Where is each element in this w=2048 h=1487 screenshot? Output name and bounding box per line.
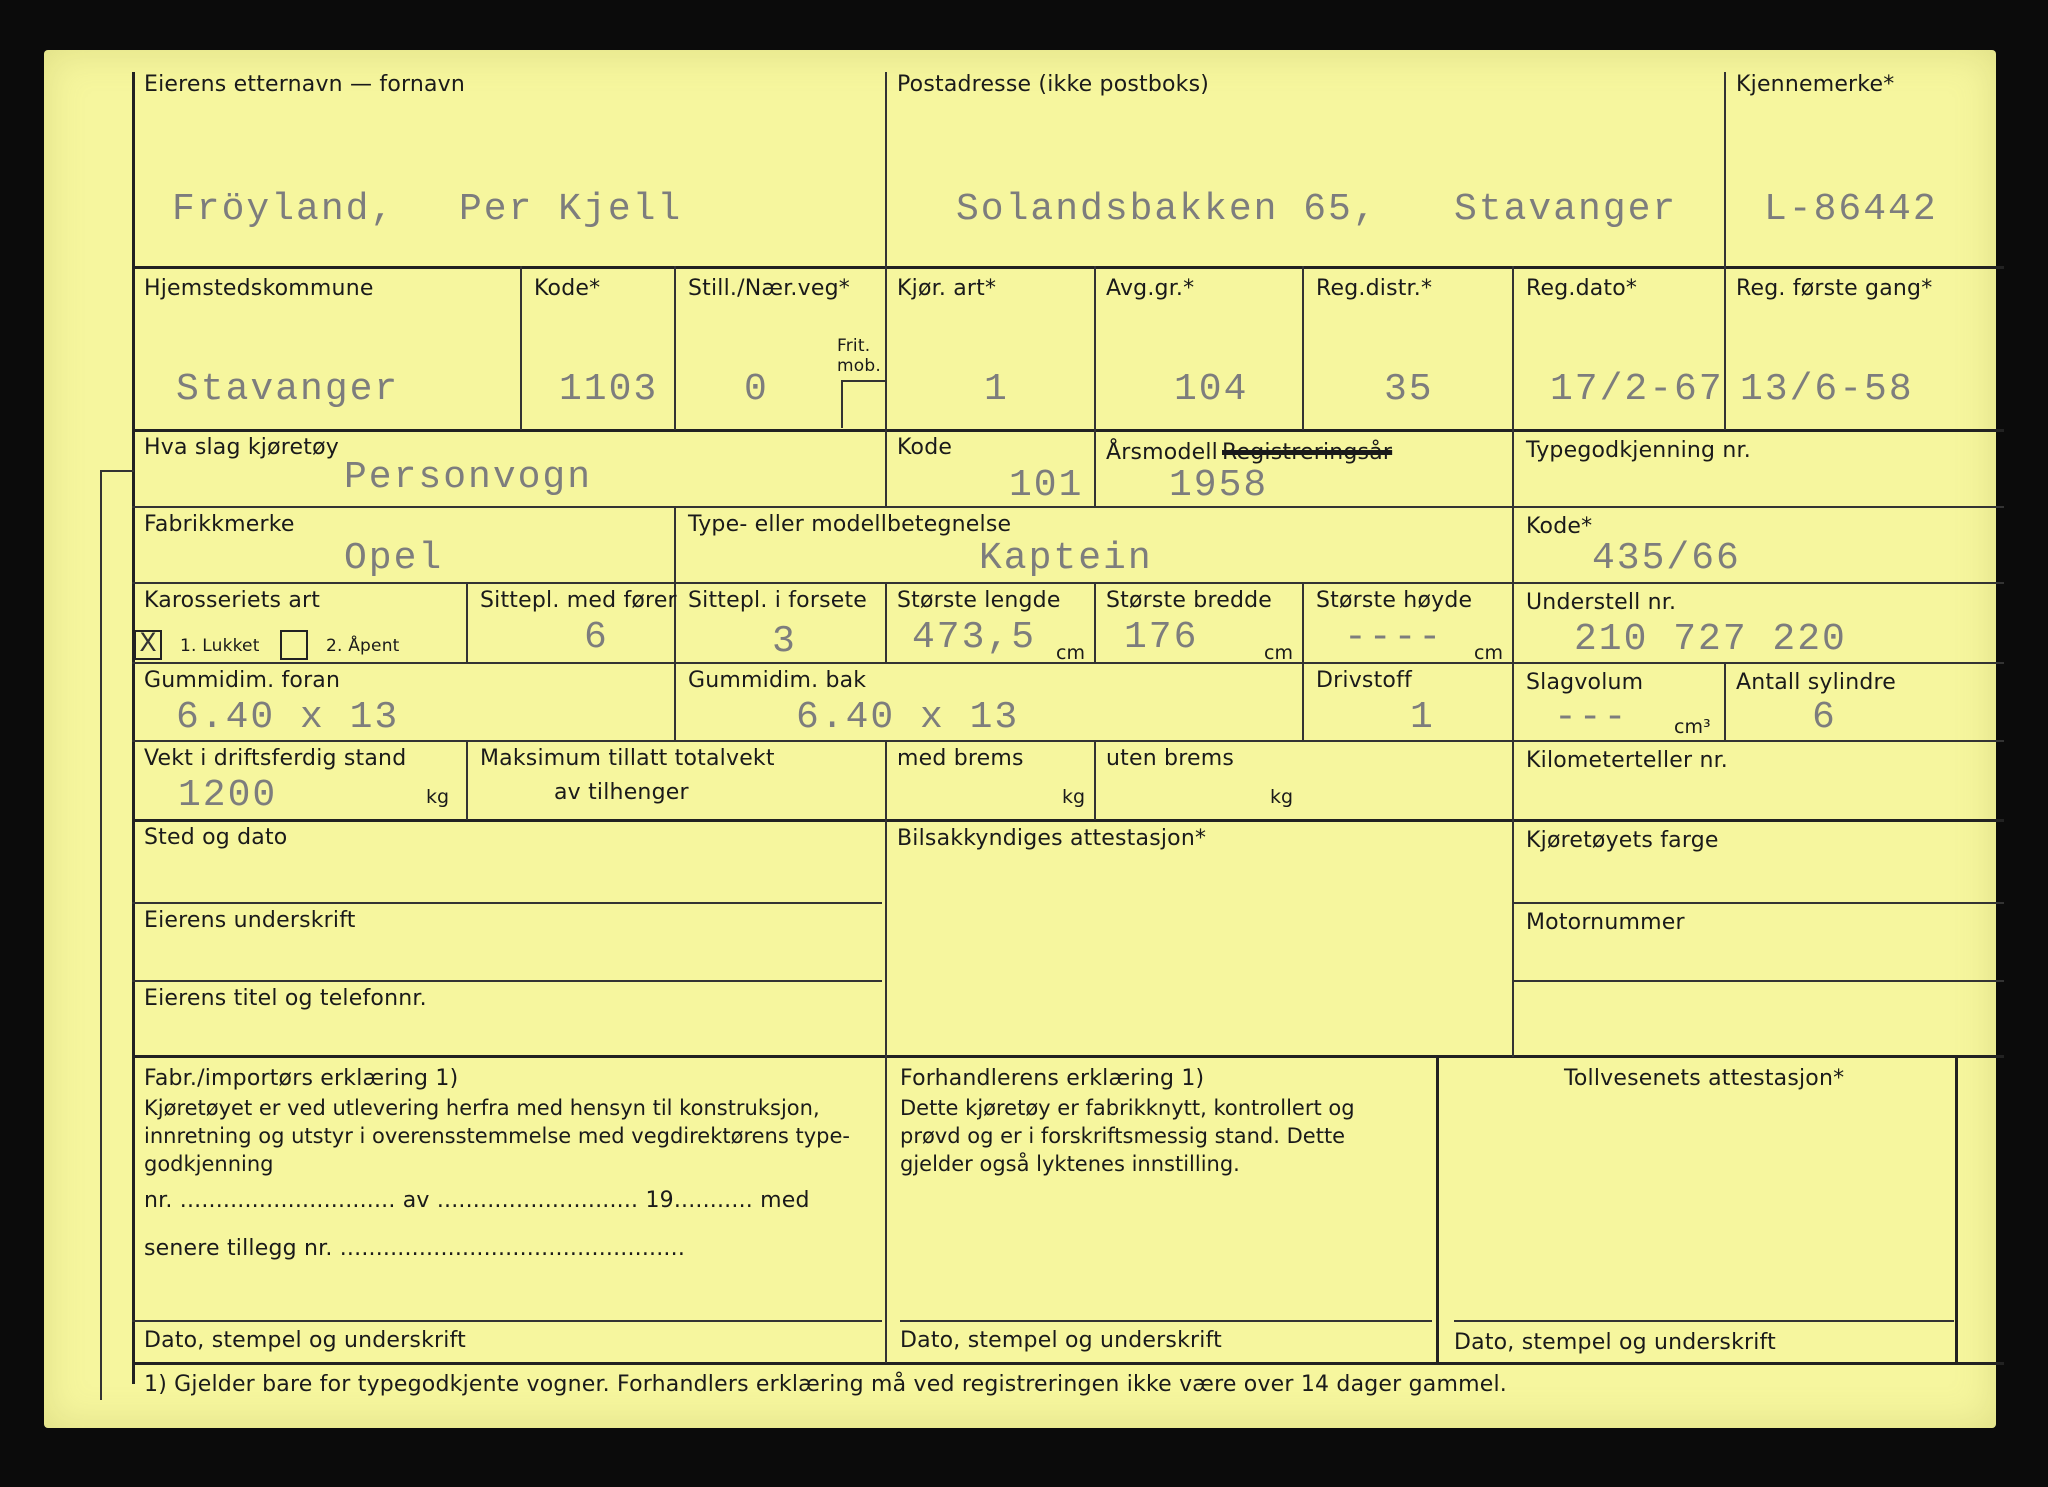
tire-front-value: 6.40 x 13: [176, 696, 400, 739]
code-label: Kode*: [534, 276, 601, 301]
owner-label: Eierens etternavn — fornavn: [144, 72, 466, 97]
kind-label: Hva slag kjøretøy: [144, 435, 339, 460]
municipality-value: Stavanger: [176, 368, 400, 411]
closed-label: 1. Lukket: [180, 636, 260, 656]
col-line: [1302, 582, 1304, 740]
still-value: 0: [744, 368, 769, 411]
address-street: Solandsbakken 65,: [956, 188, 1378, 231]
tire-rear-label: Gummidim. bak: [688, 668, 867, 693]
col-line: [1724, 72, 1726, 268]
inspector-label: Bilsakkyndiges attestasjon*: [897, 826, 1207, 851]
col-line: [885, 429, 887, 506]
trailer-label: av tilhenger: [554, 780, 689, 805]
plate-label: Kjennemerke*: [1736, 72, 1895, 97]
place-date-label: Sted og dato: [144, 825, 288, 850]
use-value: 1: [984, 368, 1009, 411]
body-label: Karosseriets art: [144, 588, 321, 613]
displacement-label: Slagvolum: [1526, 670, 1644, 695]
open-checkbox[interactable]: [280, 630, 308, 660]
mob-box-line-top: [841, 380, 885, 382]
row-divider-4: [132, 582, 2004, 584]
row-divider-9b: [1514, 980, 2004, 982]
make-label: Fabrikkmerke: [144, 512, 295, 537]
length-unit: cm: [1056, 642, 1085, 664]
col-line: [1724, 662, 1726, 740]
col-line: [1512, 266, 1514, 430]
regdate-value: 17/2-67: [1550, 368, 1724, 411]
width-value: 176: [1124, 616, 1199, 659]
brake-label: med brems: [897, 746, 1024, 771]
cylinders-value: 6: [1812, 696, 1837, 739]
regdate-label: Reg.dato*: [1526, 276, 1638, 301]
owner-last-name: Fröyland,: [172, 188, 396, 231]
owner-title-label: Eierens titel og telefonnr.: [144, 986, 427, 1011]
municipality-label: Hjemstedskommune: [144, 276, 374, 301]
model-value: Kaptein: [979, 537, 1153, 580]
customs-title: Tollvesenets attestasjon*: [1564, 1066, 1845, 1091]
tire-rear-value: 6.40 x 13: [796, 696, 1020, 739]
col-line: [1955, 1055, 1958, 1363]
row-divider-9a: [132, 980, 882, 982]
row-divider-3a: [132, 506, 1552, 508]
col-line: [466, 740, 468, 820]
row-divider-3b: [1514, 506, 2004, 508]
firstreg-value: 13/6-58: [1740, 368, 1914, 411]
firstreg-label: Reg. første gang*: [1736, 276, 1933, 301]
weight-label: Vekt i driftsferdig stand: [144, 746, 407, 771]
front-seats-label: Sittepl. i forsete: [688, 588, 868, 613]
owner-signature-label: Eierens underskrift: [144, 908, 356, 933]
height-value: ----: [1344, 616, 1444, 659]
fuel-label: Drivstoff: [1316, 668, 1412, 693]
col-line: [520, 266, 522, 430]
col-line: [1094, 740, 1096, 820]
engine-label: Motornummer: [1526, 910, 1685, 935]
row-divider-10: [132, 1055, 2004, 1058]
width-unit: cm: [1264, 642, 1293, 664]
mob-label: mob.: [837, 356, 881, 376]
code2-label: Kode*: [1526, 514, 1593, 539]
address-city: Stavanger: [1454, 188, 1678, 231]
col-line: [674, 506, 676, 741]
kind-code-value: 101: [1009, 464, 1084, 507]
plate-value: L-86442: [1764, 188, 1938, 231]
code2-value: 435/66: [1592, 537, 1741, 580]
col-line: [885, 582, 887, 662]
seats-value: 6: [584, 616, 609, 659]
district-value: 35: [1384, 368, 1434, 411]
row-divider-8b: [1514, 902, 2004, 904]
height-label: Største høyde: [1316, 588, 1473, 613]
still-label: Still./Nær.veg*: [688, 276, 850, 301]
year-label: Årsmodell: [1106, 440, 1218, 465]
tax-value: 104: [1174, 368, 1249, 411]
col-line: [1094, 582, 1096, 662]
col-line: [1724, 266, 1726, 430]
nobrake-label: uten brems: [1106, 746, 1234, 771]
frit-label: Frit.: [837, 336, 871, 356]
col-line: [885, 266, 887, 430]
kind-value: Personvogn: [344, 456, 593, 499]
row-divider-6: [132, 740, 2004, 742]
make-value: Opel: [344, 537, 444, 580]
mob-box-line: [841, 380, 843, 428]
use-label: Kjør. art*: [897, 276, 997, 301]
dealer-title: Forhandlerens erklæring 1): [900, 1066, 1205, 1091]
year-struck-label: Registreringsår: [1222, 440, 1393, 465]
left-guide-tick: [100, 470, 134, 472]
address-label: Postadresse (ikke postboks): [897, 72, 1210, 97]
nr-line: nr. .............................. av ............................ 19........... med: [144, 1188, 810, 1213]
row-divider-7: [132, 819, 2004, 822]
bottom-border: [132, 1362, 2004, 1365]
weight-value: 1200: [178, 774, 278, 817]
typeapproval-label: Typegodkjenning nr.: [1526, 438, 1751, 463]
col-line: [885, 740, 887, 820]
length-label: Største lengde: [897, 588, 1061, 613]
nobrake-unit: kg: [1270, 786, 1294, 808]
col-line: [1094, 429, 1096, 506]
district-label: Reg.distr.*: [1316, 276, 1433, 301]
width-label: Største bredde: [1106, 588, 1273, 613]
displacement-value: ---: [1554, 696, 1629, 739]
col-line: [674, 266, 676, 430]
code-value: 1103: [559, 368, 659, 411]
col-line: [1094, 266, 1096, 430]
displacement-unit: cm³: [1674, 716, 1711, 738]
chassis-value: 210 727 220: [1574, 618, 1847, 661]
stamp-line-1: [132, 1320, 882, 1322]
odometer-label: Kilometerteller nr.: [1526, 748, 1729, 773]
manufacturer-text: Kjøretøyet er ved utlevering herfra med hensyn til konstruksjon, innretning og utstyr i overensstemmelse med vegdirektørens type- godkjenning: [144, 1096, 850, 1176]
weight-unit: kg: [426, 786, 450, 808]
height-unit: cm: [1474, 642, 1503, 664]
front-seats-value: 3: [772, 620, 797, 663]
row-divider-8a: [132, 902, 882, 904]
stamp-line-2: [900, 1320, 1432, 1322]
tax-label: Avg.gr.*: [1106, 276, 1195, 301]
brake-unit: kg: [1062, 786, 1086, 808]
year-value: 1958: [1169, 464, 1269, 507]
tire-front-label: Gummidim. foran: [144, 668, 341, 693]
supplement-line: senere tillegg nr. ................................................: [144, 1236, 686, 1261]
stamp-line-3: [1454, 1320, 1954, 1322]
customs-stamp-label: Dato, stempel og underskrift: [1454, 1330, 1776, 1355]
seats-label: Sittepl. med fører: [480, 588, 677, 613]
model-label: Type- eller modellbetegnelse: [688, 512, 1012, 537]
fuel-value: 1: [1410, 696, 1435, 739]
col-line: [1302, 266, 1304, 430]
registration-card: [44, 50, 1996, 1428]
max-weight-label: Maksimum tillatt totalvekt: [480, 746, 775, 771]
col-line: [885, 1055, 887, 1363]
dealer-text: Dette kjøretøy er fabrikknytt, kontrollert og prøvd og er i forskriftsmessig stand. Dette gjelder også lyktenes innstilling.: [900, 1096, 1355, 1176]
col-line: [885, 72, 887, 268]
left-guide-line: [100, 470, 102, 1400]
closed-checkbox[interactable]: X: [134, 630, 162, 660]
owner-first-name: Per Kjell: [459, 188, 683, 231]
col-line: [885, 819, 887, 1057]
footnote: 1) Gjelder bare for typegodkjente vogner. Forhandlers erklæring må ved registreringen ikke være over 14 dager gammel.: [144, 1372, 1507, 1397]
manufacturer-title: Fabr./importørs erklæring 1): [144, 1066, 459, 1091]
col-line: [1512, 429, 1514, 1057]
col-line: [1436, 1055, 1439, 1363]
color-label: Kjøretøyets farge: [1526, 828, 1719, 853]
length-value: 473,5: [912, 616, 1037, 659]
manufacturer-stamp-label: Dato, stempel og underskrift: [144, 1328, 466, 1353]
open-label: 2. Åpent: [326, 636, 400, 656]
cylinders-label: Antall sylindre: [1736, 670, 1897, 695]
col-line: [466, 582, 468, 662]
kind-code-label: Kode: [897, 435, 953, 460]
chassis-label: Understell nr.: [1526, 590, 1677, 615]
dealer-stamp-label: Dato, stempel og underskrift: [900, 1328, 1222, 1353]
